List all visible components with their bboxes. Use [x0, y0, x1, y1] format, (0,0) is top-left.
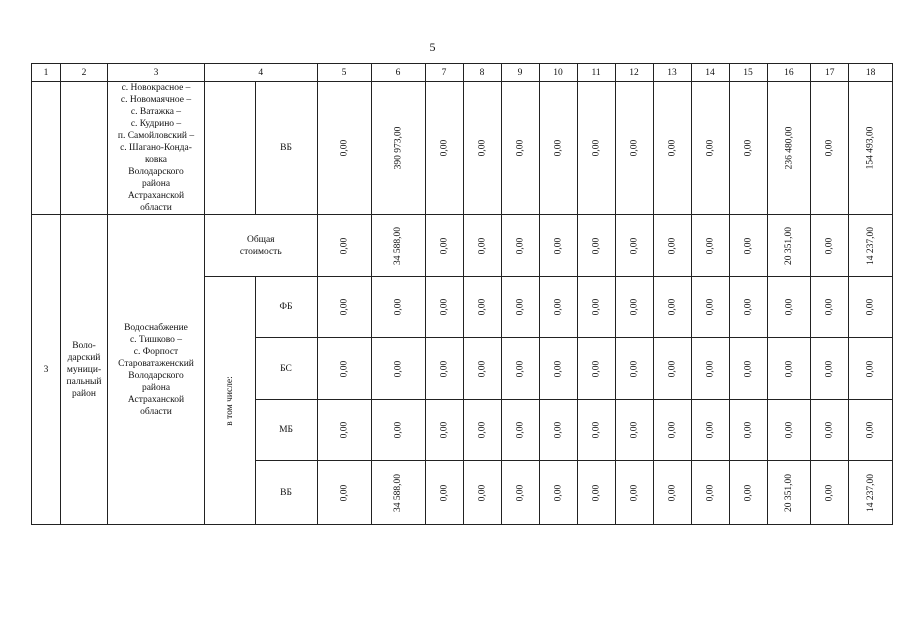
cell-value: 0,00 [705, 484, 716, 501]
text-line: с. Шагано-Конда- [120, 143, 192, 153]
value-cell [463, 215, 501, 277]
value-cell [653, 400, 691, 461]
value-cell [317, 338, 371, 400]
value-cell [539, 82, 577, 215]
total-cost-label [205, 215, 318, 277]
cell-value: 14 237,00 [865, 473, 876, 512]
value-cell [463, 277, 501, 338]
text-line: Водоснабжение [124, 322, 188, 333]
cell-value: 0,00 [439, 360, 450, 377]
text-line: с. Форпост [133, 346, 179, 357]
value-cell [691, 82, 729, 215]
value-cell [577, 338, 615, 400]
cell-value: 0,00 [553, 360, 564, 377]
value-cell [849, 82, 893, 215]
cell-value: 0,00 [705, 237, 716, 254]
cell-value: 0,00 [439, 237, 450, 254]
value-cell [425, 461, 463, 525]
project-name-cell [108, 215, 205, 525]
cell-value: 34 588,00 [393, 473, 404, 512]
cell-value: 0,00 [824, 237, 835, 254]
cell-value: 0,00 [667, 298, 678, 316]
cell-value: 0,00 [553, 139, 564, 157]
text-line: ковка [144, 155, 168, 165]
text-line: с. Новомаячное – [120, 95, 192, 105]
value-cell [615, 461, 653, 525]
value-cell [615, 277, 653, 338]
table-row [32, 82, 893, 215]
district-cell [61, 215, 108, 525]
header-cell: 9 [501, 64, 539, 82]
value-cell [811, 461, 849, 525]
cell-value: 0,00 [515, 298, 526, 316]
budget-table [31, 63, 893, 525]
cell-value: 0,00 [439, 139, 450, 157]
cell-value: 34 588,00 [393, 226, 404, 265]
cell-value: 0,00 [553, 421, 564, 439]
text-line: район [72, 388, 96, 399]
value-cell [317, 461, 371, 525]
value-cell [729, 400, 767, 461]
header-cell: 16 [767, 64, 811, 82]
cell-value: 0,00 [591, 139, 602, 157]
project-name-cell [108, 82, 205, 215]
cell-value: 20 351,00 [783, 473, 794, 512]
cell-value: 0,00 [515, 139, 526, 157]
cell-value: 0,00 [339, 237, 350, 254]
cell-value: 0,00 [339, 139, 350, 157]
funding-source-cell: ВБ [255, 82, 317, 215]
cell-value: 236 480,00 [783, 126, 794, 170]
cell-value: 0,00 [339, 360, 350, 377]
cell-value: 14 237,00 [865, 226, 876, 265]
page-number: 5 [429, 40, 436, 54]
cell-value: 0,00 [439, 484, 450, 501]
header-cell: 7 [425, 64, 463, 82]
value-cell [577, 461, 615, 525]
value-cell [615, 82, 653, 215]
cell-value: 0,00 [824, 139, 835, 157]
funding-source-cell: МБ [255, 400, 317, 461]
value-cell [767, 215, 811, 277]
value-cell [729, 461, 767, 525]
value-cell [729, 277, 767, 338]
text-line: пальный [66, 376, 102, 387]
col1-cell [32, 82, 61, 215]
cell-value: 0,00 [743, 237, 754, 254]
header-row [32, 64, 893, 82]
value-cell [767, 277, 811, 338]
value-cell [317, 82, 371, 215]
cell-value: 0,00 [705, 360, 716, 377]
cell-value: 0,00 [667, 237, 678, 254]
header-cell: 3 [108, 64, 205, 82]
header-cell: 17 [811, 64, 849, 82]
cell-value: 0,00 [515, 421, 526, 439]
cell-value: 0,00 [553, 484, 564, 501]
text-line: Володарского [128, 167, 184, 177]
text-line: Воло- [72, 340, 96, 351]
text-line: стоимость [239, 246, 282, 257]
text-line: района [141, 179, 171, 189]
value-cell [317, 400, 371, 461]
value-cell [849, 215, 893, 277]
cell-value: 0,00 [824, 298, 835, 316]
value-cell [539, 461, 577, 525]
including-cell [205, 277, 256, 525]
row-number-cell: 3 [32, 215, 61, 525]
header-cell: 14 [691, 64, 729, 82]
cell-value: 0,00 [629, 360, 640, 377]
cell-value: 0,00 [743, 360, 754, 377]
cell-value: 0,00 [667, 484, 678, 501]
value-cell [653, 215, 691, 277]
cell-value: 0,00 [743, 421, 754, 439]
value-cell [849, 400, 893, 461]
cell-value: 0,00 [439, 421, 450, 439]
cell-value: 0,00 [783, 421, 794, 439]
cell-value: 0,00 [743, 484, 754, 501]
value-cell [371, 400, 425, 461]
header-cell: 2 [61, 64, 108, 82]
text-line: Астраханской [127, 394, 185, 405]
value-cell [691, 338, 729, 400]
col2-cell [61, 82, 108, 215]
cell-value: 0,00 [783, 360, 794, 377]
cell-value: 154 493,00 [865, 126, 876, 170]
value-cell [463, 461, 501, 525]
text-line: с. Тишково – [129, 334, 183, 345]
header-cell: 13 [653, 64, 691, 82]
cell-value: 0,00 [705, 421, 716, 439]
value-cell [615, 338, 653, 400]
header-cell: 18 [849, 64, 893, 82]
value-cell [691, 277, 729, 338]
cell-value: 0,00 [591, 298, 602, 316]
header-cell: 8 [463, 64, 501, 82]
cell-value: 0,00 [629, 139, 640, 157]
cell-value: 0,00 [865, 298, 876, 316]
cell-value: 0,00 [477, 484, 488, 501]
header-cell: 6 [371, 64, 425, 82]
cell-value: 0,00 [591, 421, 602, 439]
value-cell [811, 277, 849, 338]
text-line: дарский [67, 352, 101, 363]
cell-value: 0,00 [591, 360, 602, 377]
cell-value: 0,00 [393, 360, 404, 377]
value-cell [539, 277, 577, 338]
value-cell [849, 461, 893, 525]
text-line: Староватаженский [118, 358, 194, 369]
cell-value: 0,00 [515, 360, 526, 377]
value-cell [767, 338, 811, 400]
value-cell [463, 338, 501, 400]
cell-value: 0,00 [629, 484, 640, 501]
cell-value: 0,00 [477, 360, 488, 377]
cell-value: 0,00 [743, 298, 754, 316]
value-cell [501, 338, 539, 400]
value-cell [653, 82, 691, 215]
col4a-cell [205, 82, 256, 215]
text-line: с. Новокрасное – [121, 83, 191, 93]
cell-value: 0,00 [865, 421, 876, 439]
value-cell [653, 277, 691, 338]
funding-source-cell: ФБ [255, 277, 317, 338]
value-cell [501, 215, 539, 277]
value-cell [577, 215, 615, 277]
text-line: Общая [246, 234, 275, 245]
value-cell [539, 338, 577, 400]
value-cell [317, 277, 371, 338]
header-cell: 1 [32, 64, 61, 82]
value-cell [811, 400, 849, 461]
value-cell [653, 461, 691, 525]
value-cell [615, 400, 653, 461]
cell-value: 0,00 [783, 298, 794, 316]
value-cell [425, 215, 463, 277]
value-cell [501, 400, 539, 461]
value-cell [849, 338, 893, 400]
value-cell [501, 461, 539, 525]
cell-value: 0,00 [393, 298, 404, 316]
cell-value: 0,00 [743, 139, 754, 157]
cell-value: 0,00 [393, 421, 404, 439]
cell-value: 0,00 [553, 298, 564, 316]
funding-source-cell: БС [255, 338, 317, 400]
value-cell [577, 82, 615, 215]
cell-value: 0,00 [339, 298, 350, 316]
value-cell [371, 338, 425, 400]
value-cell [371, 82, 425, 215]
value-cell [463, 82, 501, 215]
cell-value: 0,00 [477, 139, 488, 157]
cell-value: 0,00 [477, 237, 488, 254]
value-cell [501, 82, 539, 215]
value-cell [767, 461, 811, 525]
including-label: в том числе: [224, 375, 235, 426]
cell-value: 0,00 [339, 421, 350, 439]
cell-value: 0,00 [439, 298, 450, 316]
text-line: области [140, 406, 172, 417]
header-cell: 5 [317, 64, 371, 82]
value-cell [729, 338, 767, 400]
cell-value: 0,00 [824, 360, 835, 377]
value-cell [539, 400, 577, 461]
text-line: Володарского [128, 370, 184, 381]
text-line: с. Ватажка – [130, 107, 182, 117]
cell-value: 0,00 [824, 421, 835, 439]
cell-value: 0,00 [477, 298, 488, 316]
value-cell [653, 338, 691, 400]
cell-value: 0,00 [339, 484, 350, 501]
value-cell [691, 461, 729, 525]
value-cell [691, 400, 729, 461]
cell-value: 0,00 [553, 237, 564, 254]
text-line: области [140, 203, 172, 213]
cell-value: 0,00 [629, 237, 640, 254]
cell-value: 0,00 [705, 139, 716, 157]
value-cell [501, 277, 539, 338]
text-line: с. Кудрино – [130, 119, 182, 129]
cell-value: 0,00 [591, 484, 602, 501]
cell-value: 0,00 [667, 360, 678, 377]
header-cell: 4 [205, 64, 318, 82]
funding-source-cell: ВБ [255, 461, 317, 525]
cell-value: 0,00 [515, 484, 526, 501]
header-cell: 12 [615, 64, 653, 82]
cell-value: 0,00 [629, 421, 640, 439]
cell-value: 0,00 [515, 237, 526, 254]
header-cell: 15 [729, 64, 767, 82]
cell-value: 0,00 [667, 139, 678, 157]
header-cell: 11 [577, 64, 615, 82]
value-cell [371, 215, 425, 277]
header-cell: 10 [539, 64, 577, 82]
value-cell [811, 338, 849, 400]
value-cell [539, 215, 577, 277]
value-cell [371, 277, 425, 338]
value-cell [729, 215, 767, 277]
table-row [32, 215, 893, 277]
value-cell [425, 400, 463, 461]
cell-value: 0,00 [667, 421, 678, 439]
cell-value: 0,00 [705, 298, 716, 316]
value-cell [811, 82, 849, 215]
value-cell [577, 400, 615, 461]
value-cell [317, 215, 371, 277]
cell-value: 0,00 [865, 360, 876, 377]
cell-value: 0,00 [629, 298, 640, 316]
cell-value: 390 973,00 [393, 126, 404, 170]
value-cell [615, 215, 653, 277]
value-cell [425, 82, 463, 215]
cell-value: 20 351,00 [783, 226, 794, 265]
cell-value: 0,00 [824, 484, 835, 501]
value-cell [691, 215, 729, 277]
text-line: муници- [66, 364, 102, 375]
value-cell [767, 82, 811, 215]
cell-value: 0,00 [591, 237, 602, 254]
value-cell [577, 277, 615, 338]
value-cell [849, 277, 893, 338]
text-line: Астраханской [127, 191, 185, 201]
text-line: п. Самойловский – [117, 131, 195, 141]
cell-value: 0,00 [477, 421, 488, 439]
text-line: района [141, 382, 171, 393]
value-cell [767, 400, 811, 461]
value-cell [729, 82, 767, 215]
value-cell [425, 277, 463, 338]
value-cell [371, 461, 425, 525]
value-cell [463, 400, 501, 461]
value-cell [425, 338, 463, 400]
value-cell [811, 215, 849, 277]
